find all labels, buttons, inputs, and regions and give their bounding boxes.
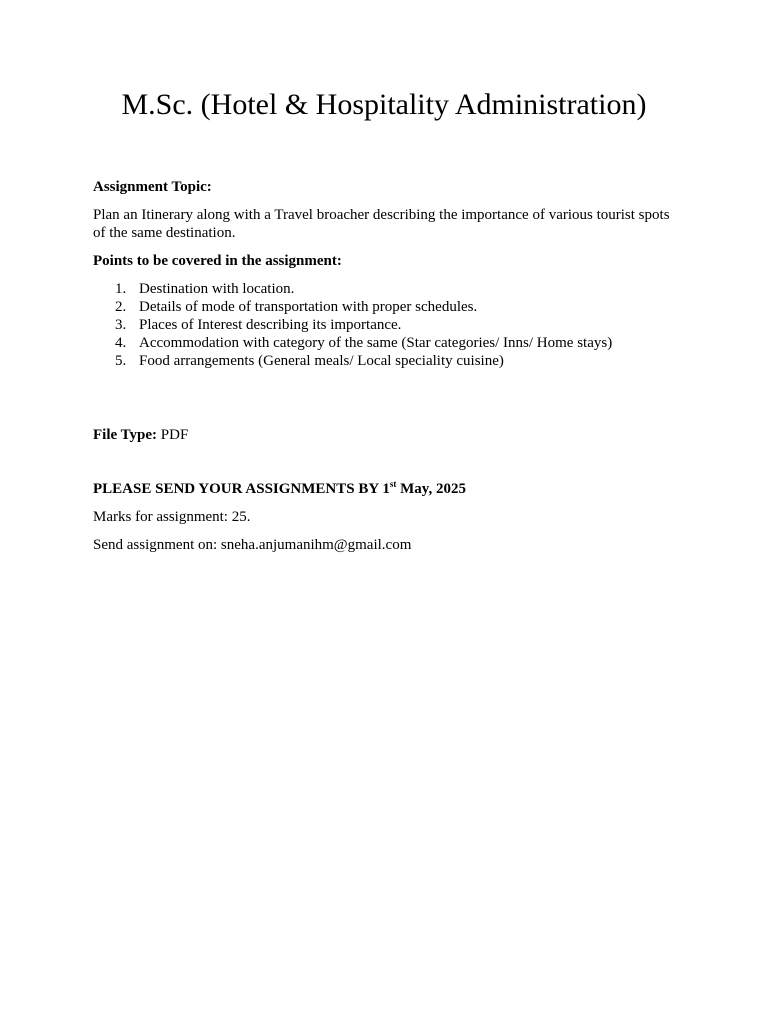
send-email: sneha.anjumanihm@gmail.com: [220, 537, 412, 553]
assignment-topic-label: Assignment Topic:: [93, 179, 212, 195]
list-item: [93, 280, 678, 298]
document-title: M.Sc. (Hotel & Hospitality Administration): [121, 88, 647, 121]
document-body: [93, 178, 678, 554]
list-item-text: Destination with location.: [139, 281, 295, 297]
deadline-line: [93, 480, 678, 498]
list-item-number: 3.: [115, 317, 127, 333]
list-item-number: 4.: [115, 335, 127, 351]
list-item: [93, 352, 678, 370]
list-item-number: 2.: [115, 299, 127, 315]
marks-line: Marks for assignment: 25.: [93, 509, 251, 525]
list-item-number: 5.: [115, 353, 127, 369]
deadline-prefix: PLEASE SEND YOUR ASSIGNMENTS BY 1: [93, 481, 390, 497]
assignment-topic-text: Plan an Itinerary along with a Travel broacher describing the importance of various tourist spots of the same destination.: [93, 207, 670, 241]
file-type-value: PDF: [160, 427, 189, 443]
file-type-line: [93, 426, 678, 444]
send-line: [93, 536, 678, 554]
list-item-number: 1.: [115, 281, 127, 297]
list-item-text: Food arrangements (General meals/ Local speciality cuisine): [139, 353, 504, 369]
list-item: [93, 334, 678, 352]
list-item: [93, 316, 678, 334]
list-item-text: Places of Interest describing its importance.: [139, 317, 402, 333]
deadline-ordinal: st: [389, 479, 397, 489]
deadline-suffix: May, 2025: [396, 481, 466, 497]
list-item-text: Details of mode of transportation with proper schedules.: [139, 299, 478, 315]
file-type-label: File Type:: [93, 427, 158, 443]
points-label: Points to be covered in the assignment:: [93, 253, 342, 269]
list-item-text: Accommodation with category of the same (Star categories/ Inns/ Home stays): [139, 335, 613, 351]
list-item: [93, 298, 678, 316]
points-list: [93, 280, 678, 370]
send-label: Send assignment on:: [93, 537, 221, 553]
